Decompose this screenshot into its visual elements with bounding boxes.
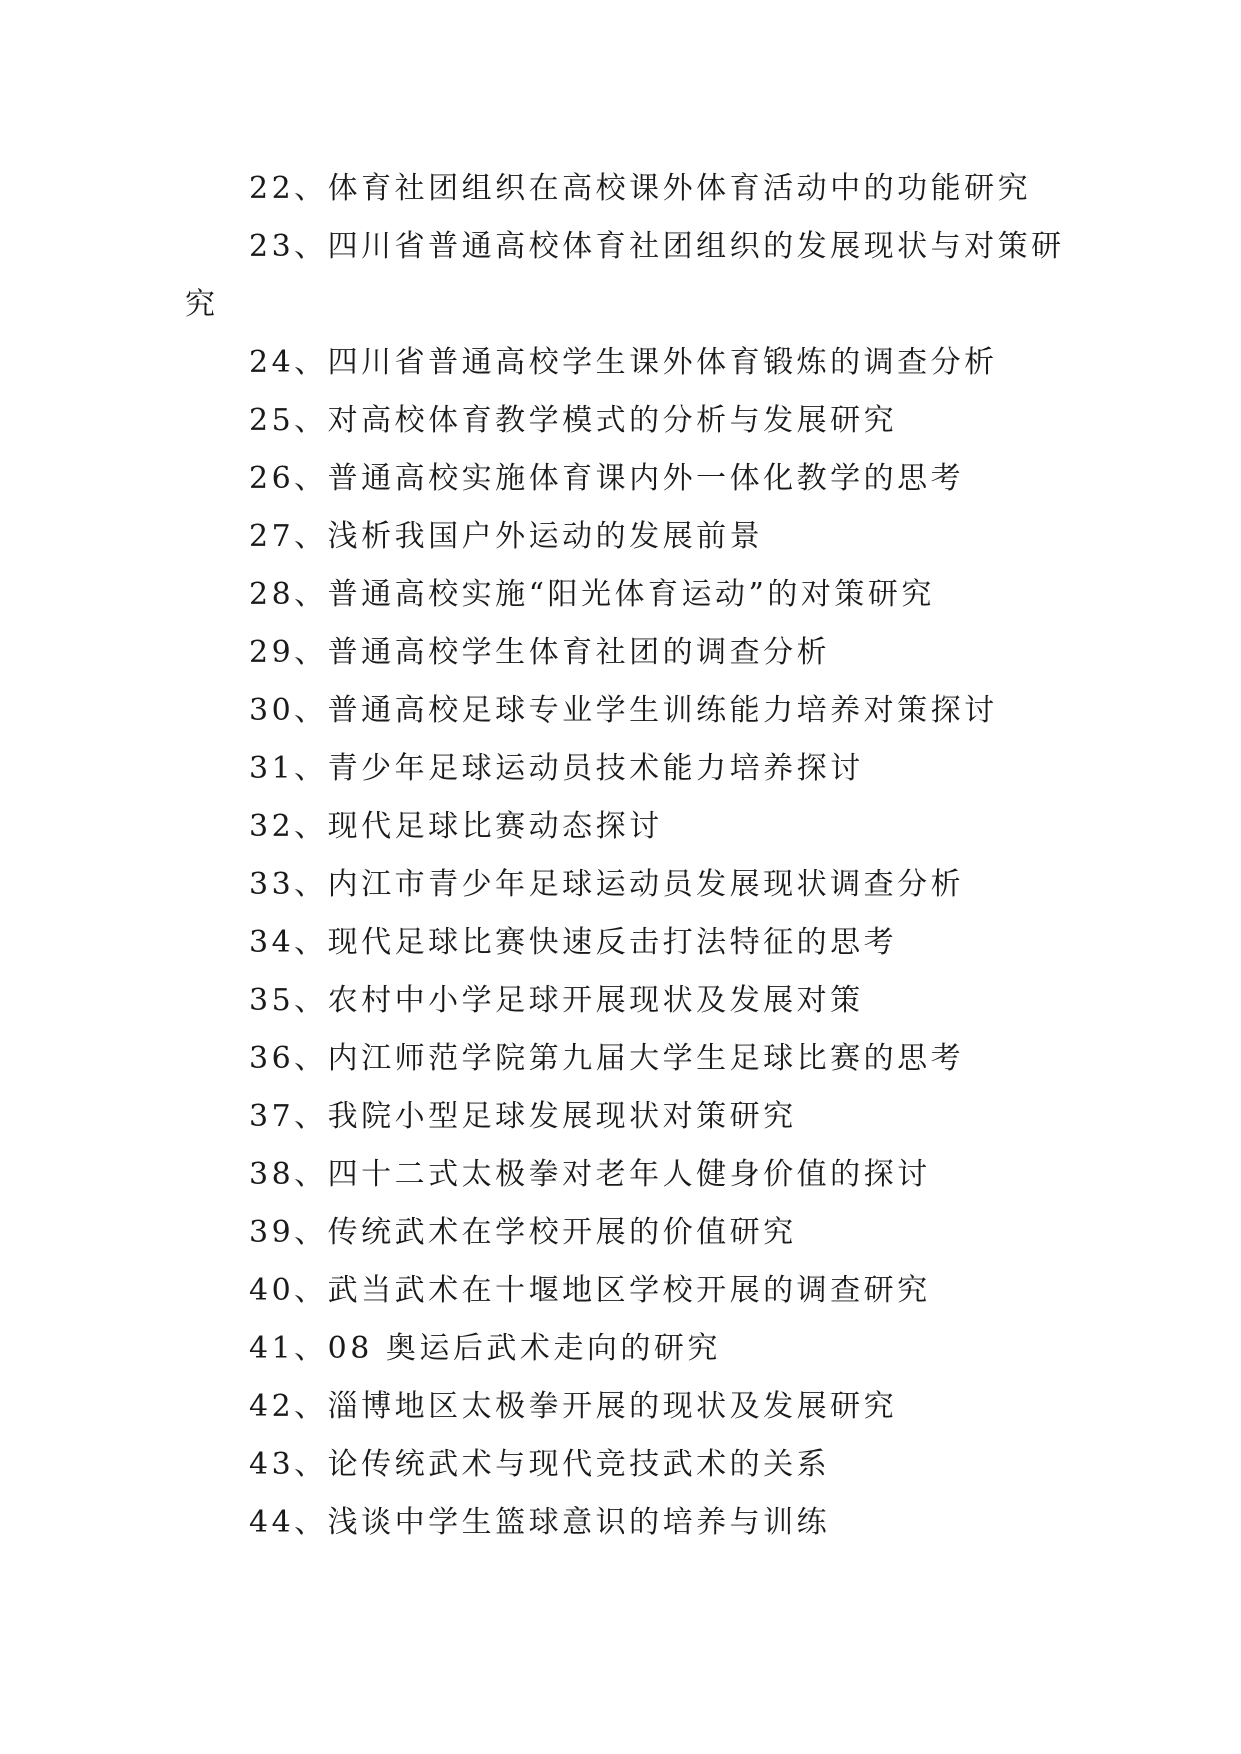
list-item: 36、内江师范学院第九届大学生足球比赛的思考 <box>249 1041 965 1076</box>
list-item: 31、青少年足球运动员技术能力培养探讨 <box>249 751 864 786</box>
list-item: 28、普通高校实施“阳光体育运动”的对策研究 <box>249 577 935 612</box>
list-item: 40、武当武术在十堰地区学校开展的调查研究 <box>249 1273 931 1308</box>
list-item: 25、对高校体育教学模式的分析与发展研究 <box>249 403 898 438</box>
list-item: 38、四十二式太极拳对老年人健身价值的探讨 <box>249 1157 931 1192</box>
list-item: 33、内江市青少年足球运动员发展现状调查分析 <box>249 867 965 902</box>
list-item: 41、08 奥运后武术走向的研究 <box>249 1331 721 1366</box>
list-item: 22、体育社团组织在高校课外体育活动中的功能研究 <box>249 171 1032 206</box>
list-item: 44、浅谈中学生篮球意识的培养与训练 <box>249 1505 831 1540</box>
list-item: 43、论传统武术与现代竞技武术的关系 <box>249 1447 831 1482</box>
list-item: 35、农村中小学足球开展现状及发展对策 <box>249 983 864 1018</box>
topic-list <box>185 160 1065 1552</box>
list-item: 27、浅析我国户外运动的发展前景 <box>249 519 764 554</box>
list-item: 29、普通高校学生体育社团的调查分析 <box>249 635 831 670</box>
list-item: 24、四川省普通高校学生课外体育锻炼的调查分析 <box>249 345 998 380</box>
list-item: 39、传统武术在学校开展的价值研究 <box>249 1215 797 1250</box>
list-item: 32、现代足球比赛动态探讨 <box>249 809 663 844</box>
list-item: 42、淄博地区太极拳开展的现状及发展研究 <box>249 1389 898 1424</box>
list-item: 30、普通高校足球专业学生训练能力培养对策探讨 <box>249 693 998 728</box>
list-item: 23、四川省普通高校体育社团组织的发展现状与对策研究 <box>185 229 1065 322</box>
list-item: 26、普通高校实施体育课内外一体化教学的思考 <box>249 461 965 496</box>
list-item: 34、现代足球比赛快速反击打法特征的思考 <box>249 925 898 960</box>
list-item: 37、我院小型足球发展现状对策研究 <box>249 1099 797 1134</box>
